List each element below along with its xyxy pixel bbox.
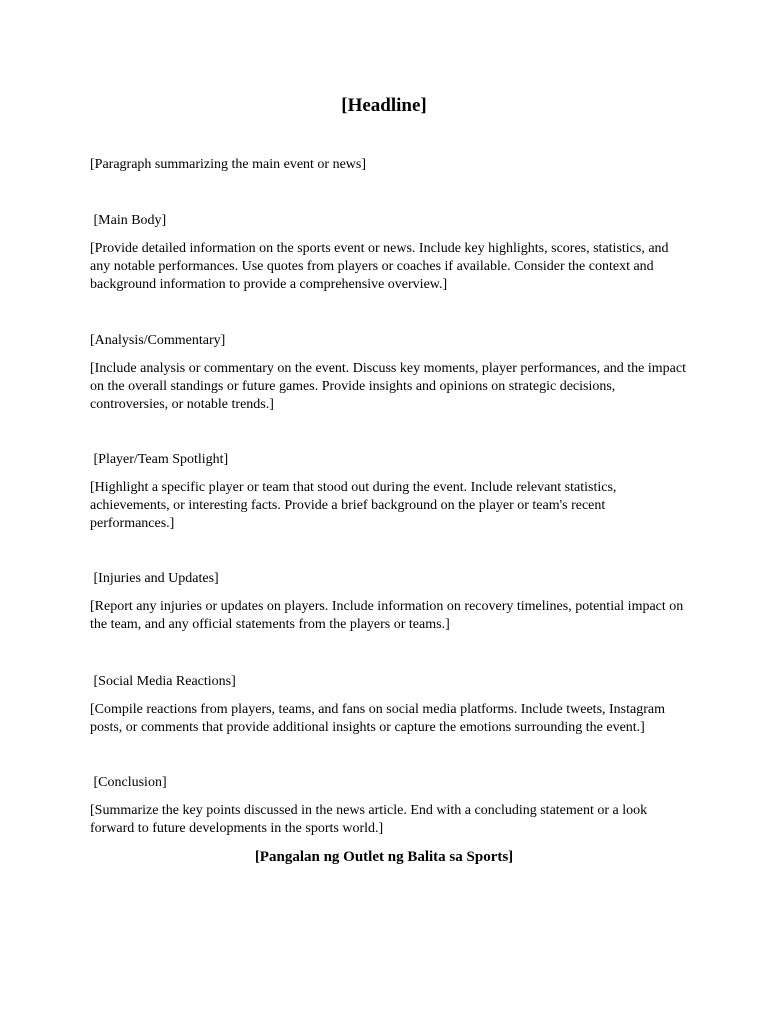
section-heading-main-body: [Main Body] <box>90 213 167 228</box>
summary-paragraph: [Paragraph summarizing the main event or news] <box>90 157 367 172</box>
outlet-name: [Pangalan ng Outlet ng Balita sa Sports] <box>254 849 514 865</box>
section-heading-conclusion: [Conclusion] <box>90 775 167 790</box>
headline: [Headline] <box>341 95 427 116</box>
section-body-main-body: [Provide detailed information on the sports event or news. Include key highlights, scores, statistics, and any notable performances. Use quotes from players or coaches if available. Consider the context and background information to provide a comprehensive overview.] <box>90 241 669 292</box>
section-body-conclusion: [Summarize the key points discussed in the news article. End with a concluding statement or a look forward to future developments in the sports world.] <box>90 803 648 836</box>
section-heading-analysis: [Analysis/Commentary] <box>90 333 226 348</box>
section-heading-spotlight: [Player/Team Spotlight] <box>90 452 229 467</box>
section-body-social-media: [Compile reactions from players, teams, and fans on social media platforms. Include tweets, Instagram posts, or comments that provide additional insights or capture the emotions surrounding the event.] <box>90 702 665 735</box>
section-body-analysis: [Include analysis or commentary on the event. Discuss key moments, player performances, and the impact on the overall standings or future games. Provide insights and opinions on strategic decisions, controversies, or notable trends.] <box>90 361 686 412</box>
section-heading-injuries: [Injuries and Updates] <box>90 571 219 586</box>
section-heading-social-media: [Social Media Reactions] <box>90 674 236 689</box>
section-body-injuries: [Report any injuries or updates on players. Include information on recovery timelines, potential impact on the team, and any official statements from the players or teams.] <box>90 599 684 632</box>
section-body-spotlight: [Highlight a specific player or team that stood out during the event. Include relevant statistics, achievements, or interesting facts. Provide a brief background on the player or team's recent performances.] <box>90 480 617 531</box>
